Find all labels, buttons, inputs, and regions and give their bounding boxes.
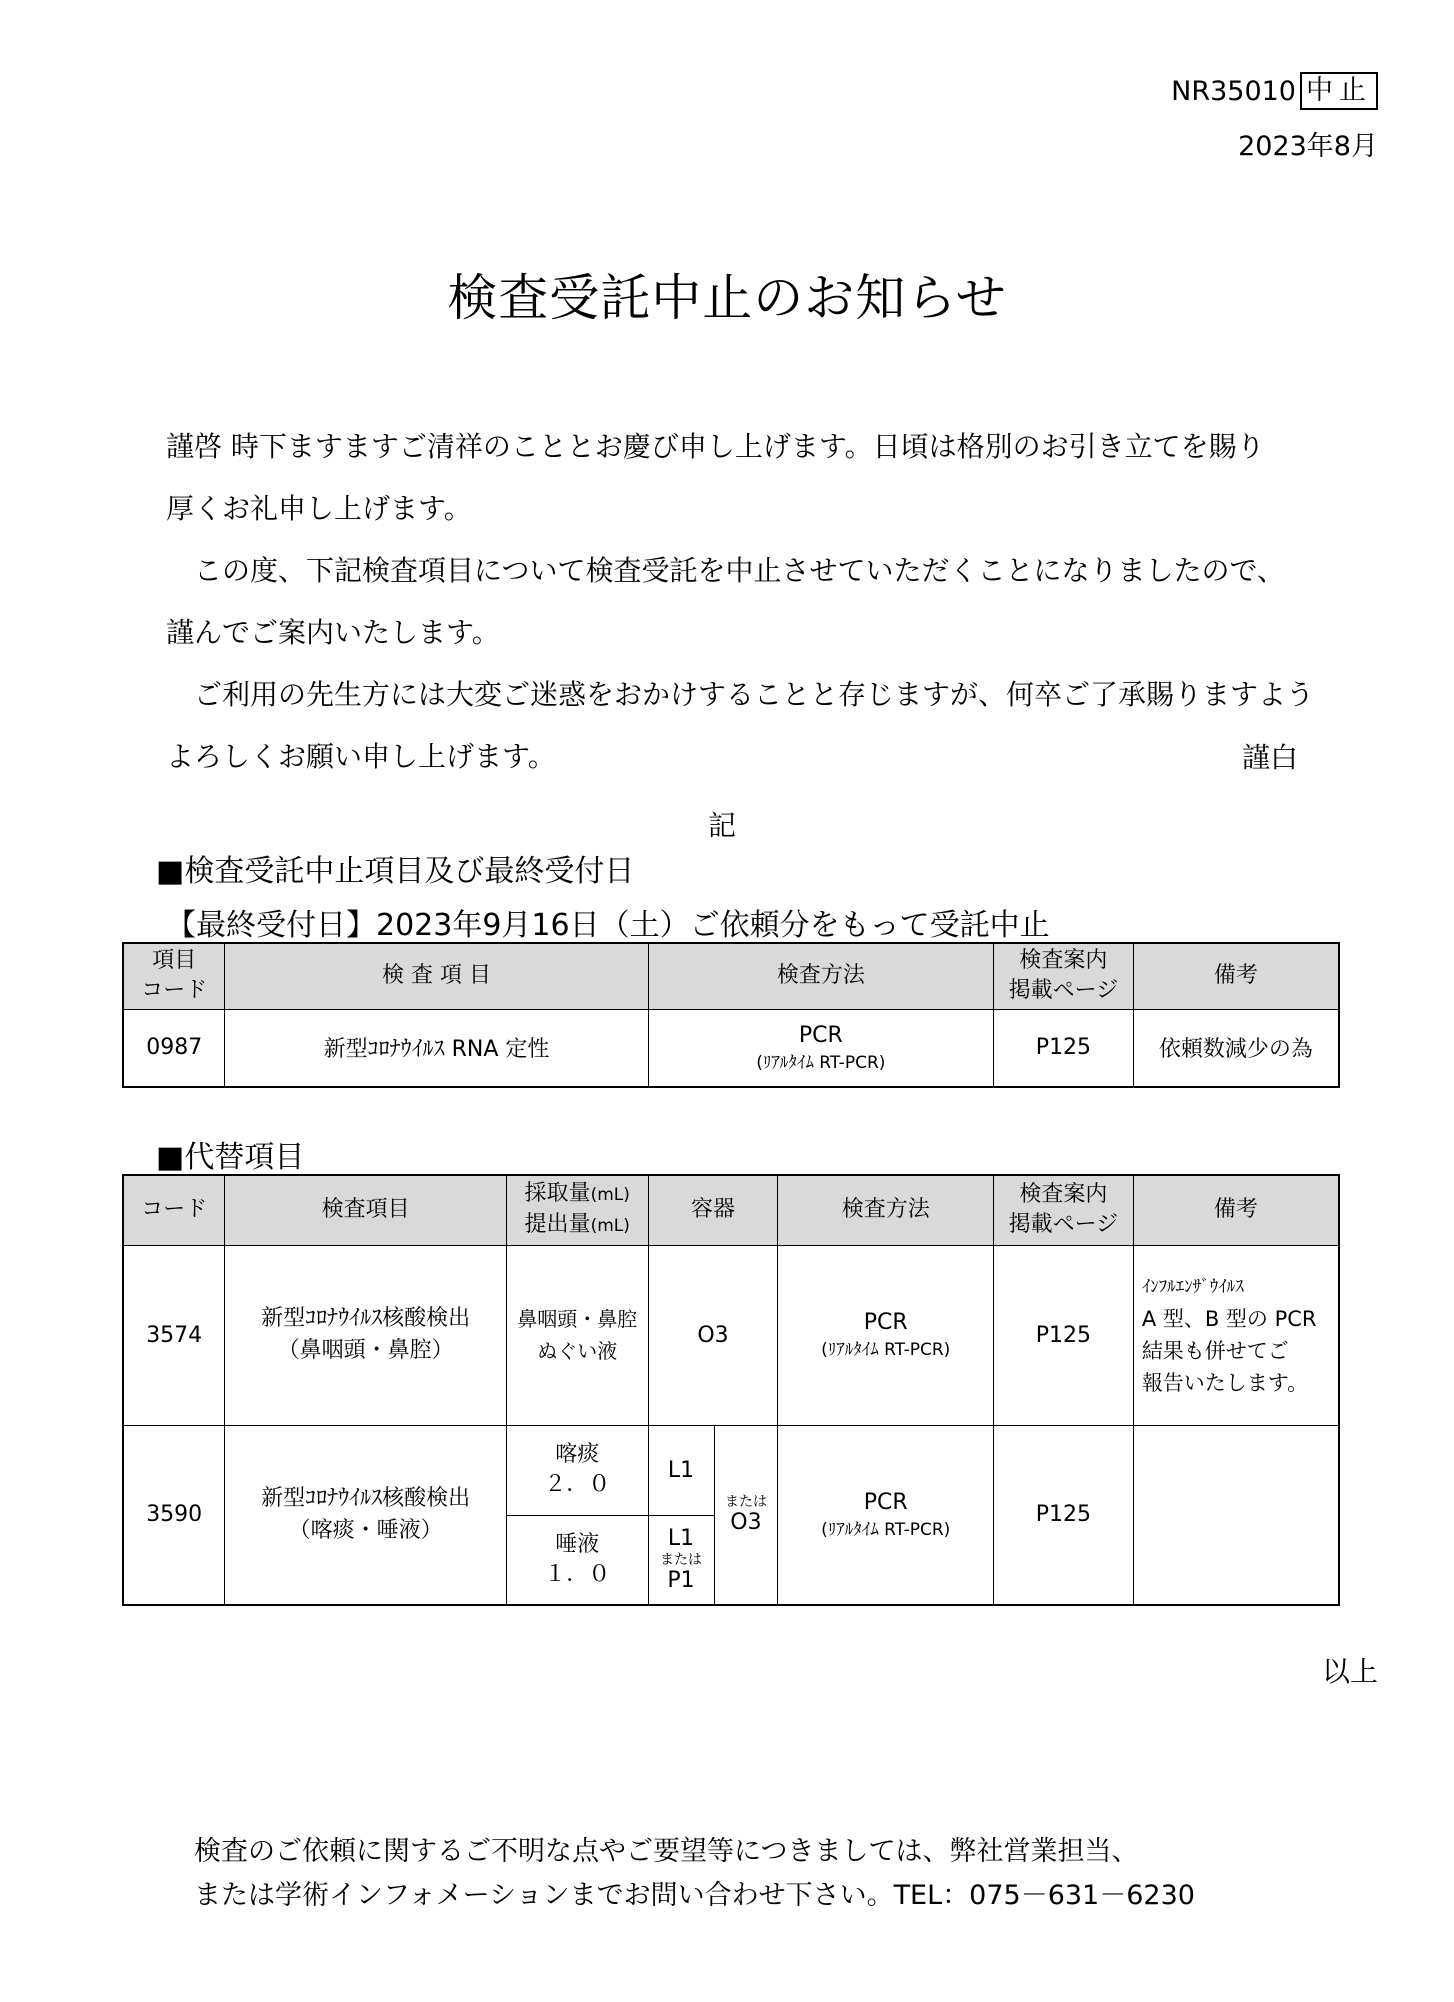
note-line1: ｲﾝﾌﾙｴﾝｻﾞｳｲﾙｽ [1141, 1277, 1244, 1297]
discontinued-table [122, 942, 1340, 1088]
header-note: 備考 [1133, 943, 1339, 1009]
cell-item: 新型ｺﾛﾅｳｲﾙｽ RNA 定性 [225, 1009, 648, 1087]
method-sub: (ﾘｱﾙﾀｲﾑ RT-PCR) [821, 1340, 951, 1360]
header-code: コード [123, 1175, 225, 1245]
cell-item [225, 1245, 506, 1425]
footer-contact [194, 1830, 1195, 1918]
note-line4: 報告いたします。 [1141, 1371, 1309, 1395]
section2-heading: ■代替項目 [156, 1140, 305, 1175]
saliva-container1: L1 [667, 1525, 695, 1551]
saliva-volume: １．０ [544, 1561, 611, 1587]
saliva-or: または [660, 1551, 703, 1568]
table-header-row [123, 1175, 1339, 1245]
body-line: ご利用の先生方には大変ご迷惑をおかけすることと存じますが、何卒ご了承賜りますよう [194, 678, 1315, 711]
vol2-label: 提出量 [524, 1212, 591, 1238]
body-line: 謹啓 時下ますますご清祥のこととお慶び申し上げます。日頃は格別のお引き立てを賜り [166, 430, 1265, 463]
header-guide [994, 943, 1134, 1009]
page-title: 検査受託中止のお知らせ [447, 269, 1007, 327]
table-row [123, 1245, 1339, 1425]
header-volume [506, 1175, 648, 1245]
header-method: 検査方法 [778, 1175, 994, 1245]
footer-line: 検査のご依頼に関するご不明な点やご要望等につきましては、弊社営業担当、 [194, 1836, 1139, 1867]
final-date-notice: 【最終受付日】2023年9月16日（土）ご依頼分をもって受託中止 [166, 908, 1050, 943]
item-line1: 新型ｺﾛﾅｳｲﾙｽ核酸検出 [261, 1306, 471, 1331]
closing-word: 謹白 [1241, 741, 1298, 774]
cell-page: P125 [994, 1425, 1134, 1605]
volume-line1: 鼻咽頭・鼻腔 [517, 1307, 638, 1331]
table-header-row [123, 943, 1339, 1009]
header-guide [994, 1175, 1134, 1245]
vol1-label: 採取量 [524, 1181, 591, 1207]
section1-heading: ■検査受託中止項目及び最終受付日 [156, 854, 635, 889]
cell-container-sputum: L1 [648, 1425, 714, 1515]
cell-note [1133, 1425, 1339, 1605]
cell-code: 3590 [123, 1425, 225, 1605]
header-volume-line1 [507, 1179, 648, 1210]
header-guide-line1: 検査案内 [1019, 1182, 1108, 1208]
item-line2: （喀痰・唾液） [288, 1517, 443, 1543]
header-guide-line2: 掲載ページ [1008, 1212, 1119, 1238]
cell-method [648, 1009, 993, 1087]
header-volume-line2 [507, 1210, 648, 1241]
cell-container-alt [714, 1425, 778, 1605]
header-note: 備考 [1133, 1175, 1339, 1245]
cell-page: P125 [994, 1009, 1134, 1087]
status-box: 中止 [1300, 72, 1378, 110]
header-item: 検査項目 [225, 1175, 506, 1245]
body-line: よろしくお願い申し上げます。 [166, 740, 556, 773]
sputum-label: 喀痰 [555, 1442, 600, 1467]
alternative-table [122, 1174, 1340, 1606]
cell-code: 3574 [123, 1245, 225, 1425]
header-method: 検査方法 [648, 943, 993, 1009]
header-code-line1: 項目 [152, 948, 197, 974]
cell-note [1133, 1245, 1339, 1425]
method-sub: (ﾘｱﾙﾀｲﾑ RT-PCR) [821, 1519, 951, 1540]
doc-number-text: NR35010 [1171, 75, 1296, 107]
volume-line2: ぬぐい液 [537, 1339, 618, 1363]
cell-volume-saliva [506, 1515, 648, 1605]
end-mark: 以上 [1321, 1655, 1378, 1688]
cell-container: O3 [648, 1245, 778, 1425]
body-text [166, 416, 1346, 788]
header-code-line2: コード [141, 978, 208, 1004]
sputum-volume: ２．０ [544, 1472, 611, 1497]
alt-container: O3 [730, 1510, 762, 1536]
saliva-label: 唾液 [555, 1531, 600, 1557]
cell-page: P125 [994, 1245, 1134, 1425]
document-number [1171, 72, 1378, 110]
cell-volume-sputum [506, 1425, 648, 1515]
cell-volume [506, 1245, 648, 1425]
item-line1: 新型ｺﾛﾅｳｲﾙｽ核酸検出 [261, 1485, 471, 1511]
cell-item [225, 1425, 506, 1605]
cell-method [778, 1425, 994, 1605]
note-line3: 結果も併せてご [1141, 1339, 1289, 1363]
method-main: PCR [863, 1489, 908, 1515]
header-code [123, 943, 225, 1009]
cell-container-saliva [648, 1515, 714, 1605]
ki-mark: 記 [708, 809, 737, 842]
vol1-unit: (mL) [590, 1185, 630, 1206]
item-line2: （鼻咽頭・鼻腔） [277, 1338, 454, 1363]
header-container: 容器 [648, 1175, 778, 1245]
body-line: 謹んでご案内いたします。 [166, 616, 500, 649]
method-main: PCR [798, 1022, 843, 1048]
vol2-unit: (mL) [590, 1216, 630, 1237]
method-main: PCR [863, 1310, 908, 1335]
table-row [123, 1425, 1339, 1515]
body-line: この度、下記検査項目について検査受託を中止させていただくことになりましたので、 [194, 554, 1285, 587]
cell-note: 依頼数減少の為 [1133, 1009, 1339, 1087]
header-guide-line1: 検査案内 [1019, 948, 1108, 974]
footer-line: または学術インフォメーションまでお問い合わせ下さい。TEL：075－631－6230 [194, 1880, 1195, 1911]
cell-code: 0987 [123, 1009, 225, 1087]
header-item: 検 査 項 目 [225, 943, 648, 1009]
or-label: または [724, 1494, 767, 1511]
cell-method [778, 1245, 994, 1425]
header-guide-line2: 掲載ページ [1008, 978, 1119, 1004]
body-line: 厚くお礼申し上げます。 [166, 492, 472, 525]
method-sub: (ﾘｱﾙﾀｲﾑ RT-PCR) [756, 1052, 886, 1073]
issue-date: 2023年8月 [1238, 131, 1378, 162]
table-row [123, 1009, 1339, 1087]
saliva-container2: P1 [667, 1567, 695, 1593]
note-line2: A 型、B 型の PCR [1141, 1307, 1317, 1331]
